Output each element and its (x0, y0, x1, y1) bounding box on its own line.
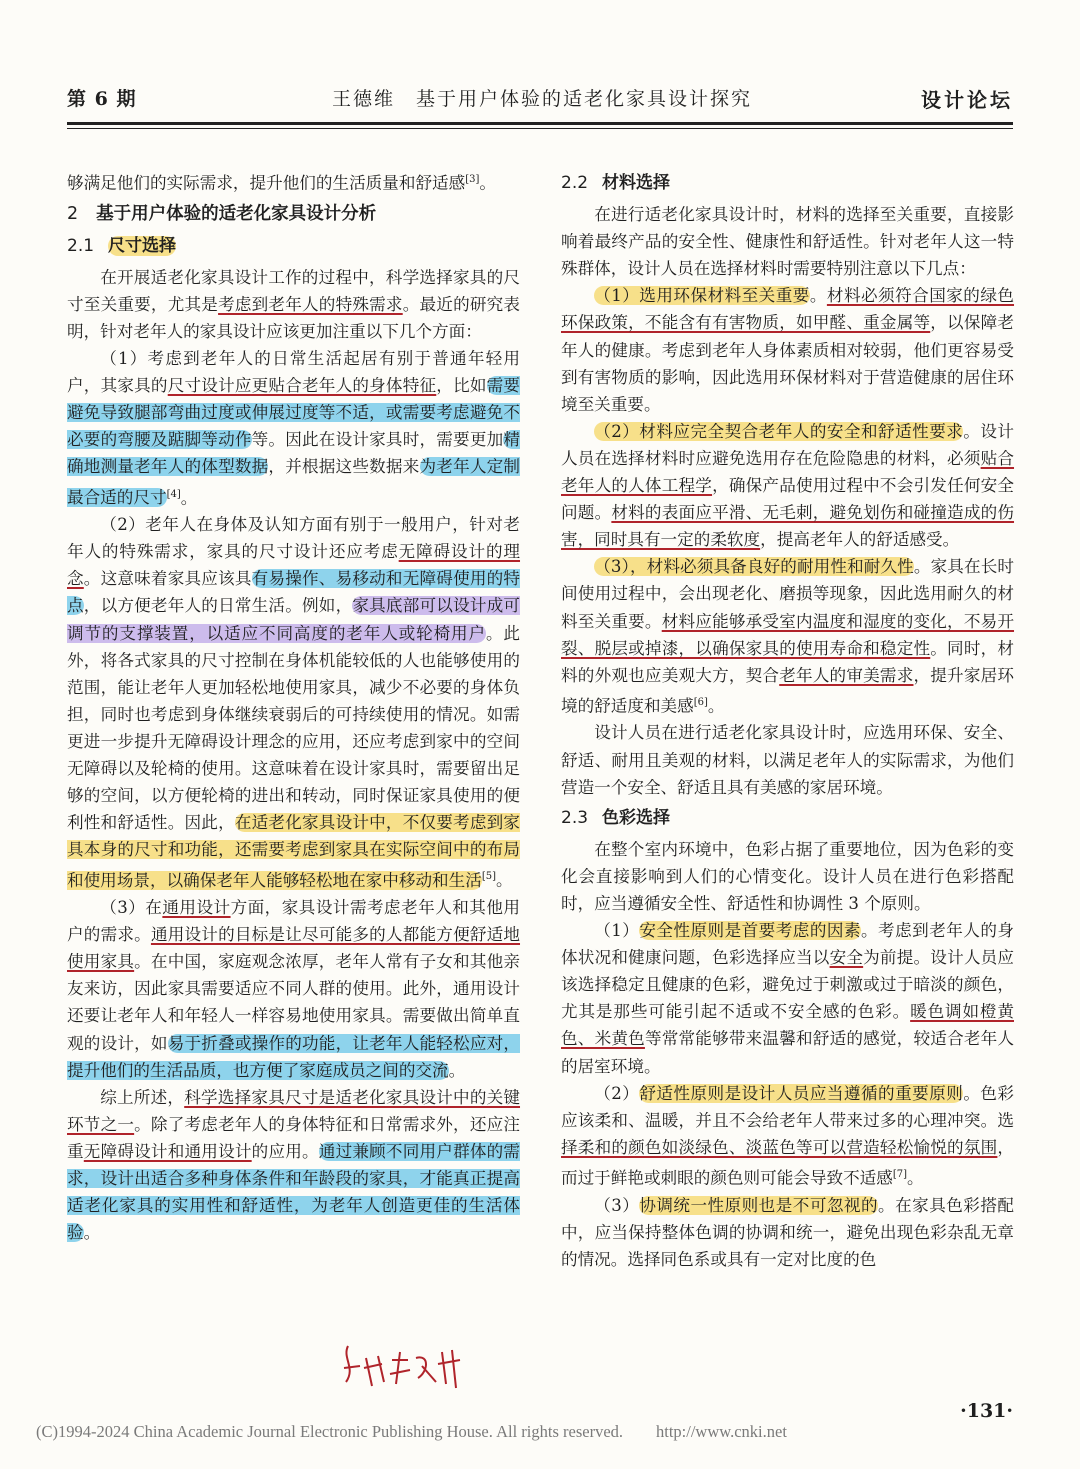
section-name: 设计论坛 (921, 88, 1013, 112)
header-rule-thick (67, 122, 1013, 125)
paragraph: 在开展适老化家具设计工作的过程中，科学选择家具的尺寸至关重要，尤其是考虑到老年人的特殊需求。最近的研究表明，针对老年人的家具设计应该更加注重以下几个方面： (67, 267, 521, 341)
paragraph: 设计人员在进行适老化家具设计时，应选用环保、安全、舒适、耐用且美观的材料，以满足老年人的实际需求，为他们营造一个安全、舒适且具有美感的家居环境。 (561, 723, 1014, 797)
paragraph: 综上所述，科学选择家具尺寸是适老化家具设计中的关键环节之一。除了考虑老年人的身体特征和日常需求外，还应注重无障碍设计和通用设计的应用。通过兼顾不同用户群体的需求，设计出适合多种身体条件和年龄段的家具，才能真正提高适老化家具的实用性和舒适性，为老年人创造更佳的生活体验。 (67, 1087, 521, 1243)
paragraph: 在整个室内环境中，色彩占据了重要地位，因为色彩的变化会直接影响到人们的心情变化。设计人员在进行色彩搭配时，应当遵循安全性、舒适性和协调性 3 个原则。 (561, 839, 1014, 913)
paragraph: 在进行适老化家具设计时，材料的选择至关重要，直接影响着最终产品的安全性、健康性和舒适性。针对老年人这一特殊群体，设计人员在选择材料时需要特别注意以下几点： (561, 205, 1014, 279)
paragraph: （2）材料应完全契合老年人的安全和舒适性要求。设计人员在选择材料时应避免选用存在危险隐患的材料，必须贴合老年人的人体工程学，确保产品使用过程中不会引发任何安全问题。材料的表面应平滑、无毛刺，避免划伤和碰撞造成的伤害，同时具有一定的柔软度，提高老年人的舒适感受。 (561, 421, 1015, 550)
header-rule-thin (67, 128, 1013, 129)
left-column (67, 166, 520, 1246)
paragraph: （3），材料必须具备良好的耐用性和耐久性。家具在长时间使用过程中，会出现老化、磨损等现象，因此选用耐久的材料至关重要。材料应能够承受室内温度和湿度的变化，不易开裂、脱层或掉漆，以确保家具的使用寿命和稳定性。同时，材料的外观也应美观大方，契合老年人的审美需求，提升家居环境的舒适度和美感[6]。 (561, 557, 1015, 716)
paragraph: （1）安全性原则是首要考虑的因素。考虑到老年人的身体状况和健康问题，色彩选择应当以安全为前提。设计人员应该选择稳定且健康的色彩，避免过于刺激或过于暗淡的颜色，尤其是那些可能引起不适或不安全感的色彩。暖色调如橙黄色、米黄色等常常能够带来温馨和舒适的感觉，较适合老年人的居室环境。 (561, 921, 1015, 1076)
paragraph: （2）舒适性原则是设计人员应当遵循的重要原则。色彩应该柔和、温暖，并且不会给老年人带来过多的心理冲突。选择柔和的颜色如淡绿色、淡蓝色等可以营造轻松愉悦的氛围，而过于鲜艳或刺眼的颜色则可能会导致不适感[7]。 (561, 1083, 1015, 1188)
right-column (561, 166, 1014, 1273)
subsection-heading: 2.1 尺寸选择 (67, 235, 177, 256)
issue-number: 第 6 期 (67, 88, 137, 110)
copyright-notice: (C)1994-2024 China Academic Journal Electronic Publishing House. All rights reserved. http://www.cnki.net (36, 1422, 787, 1441)
paragraph: （3）协调统一性原则也是不可忽视的。在家具色彩搭配中，应当保持整体色调的协调和统一，避免出现色彩杂乱无章的情况。选择同色系或具有一定对比度的色 (561, 1195, 1015, 1269)
page-number: ·131· (960, 1400, 1013, 1422)
paragraph: （1）选用环保材料至关重要。材料必须符合国家的绿色环保政策，不能含有有害物质，如甲醛、重金属等，以保障老年人的健康。考虑到老年人身体素质相对较弱，他们更容易受到有害物质的影响，因此选用环保材料对于营造健康的居住环境至关重要。 (561, 286, 1015, 414)
paragraph: （1）考虑到老年人的日常生活起居有别于普通年轻用户，其家具的尺寸设计应更贴合老年人的身体特征，比如需要避免导致腿部弯曲过度或伸展过度等不适，或需要考虑避免不必要的弯腰及踮脚等动作等。因此在设计家具时，需要更加精确地测量老年人的体型数据，并根据这些数据来为老年人定制最合适的尺寸[4]。 (67, 349, 521, 508)
subsection-heading: 2.2 材料选择 (561, 173, 671, 193)
section-heading: 2 基于用户体验的适老化家具设计分析 (67, 203, 377, 224)
paragraph: 够满足他们的实际需求，提升他们的生活质量和舒适感[3]。 (67, 173, 497, 193)
paragraph: （3）在通用设计方面，家具设计需考虑老年人和其他用户的需求。通用设计的目标是让尽可能多的人都能方便舒适地使用家具。在中国，家庭观念浓厚，老年人常有子女和其他亲友来访，因此家具需要适应不同人群的使用。此外，通用设计还要让老年人和年轻人一样容易地使用家具。需要做出简单直观的设计，如易于折叠或操作的功能，让老年人能轻松应对，提升他们的生活品质，也方便了家庭成员之间的交流。 (67, 898, 521, 1080)
paragraph: （2）老年人在身体及认知方面有别于一般用户，针对老年人的特殊需求，家具的尺寸设计还应考虑无障碍设计的理念。这意味着家具应该具有易操作、易移动和无障碍使用的特点，以方便老年人的日常生活。例如，家具底部可以设计成可调节的支撑装置，以适应不同高度的老年人或轮椅用户。此外，将各式家具的尺寸控制在身体机能较低的人也能够使用的范围，能让老年人更加轻松地使用家具，减少不必要的身体负担，同时也考虑到身体继续衰弱后的可持续使用的情况。如需更进一步提升无障碍设计理念的应用，还应考虑到家中的空间无障碍以及轮椅的使用。这意味着在设计家具时，需要留出足够的空间，以方便轮椅的进出和转动，同时保证家具使用的便利性和舒适性。因此，在适老化家具设计中，不仅要考虑到家具本身的尺寸和功能，还需要考虑到家具在实际空间中的布局和使用场景，以确保老年人能够轻松地在家中移动和生活[5]。 (67, 515, 521, 890)
article-running-title: 王德维 基于用户体验的适老化家具设计探究 (332, 88, 753, 110)
running-header (67, 84, 1013, 114)
subsection-heading: 2.3 色彩选择 (561, 807, 671, 828)
handwritten-annotation (338, 1338, 478, 1398)
